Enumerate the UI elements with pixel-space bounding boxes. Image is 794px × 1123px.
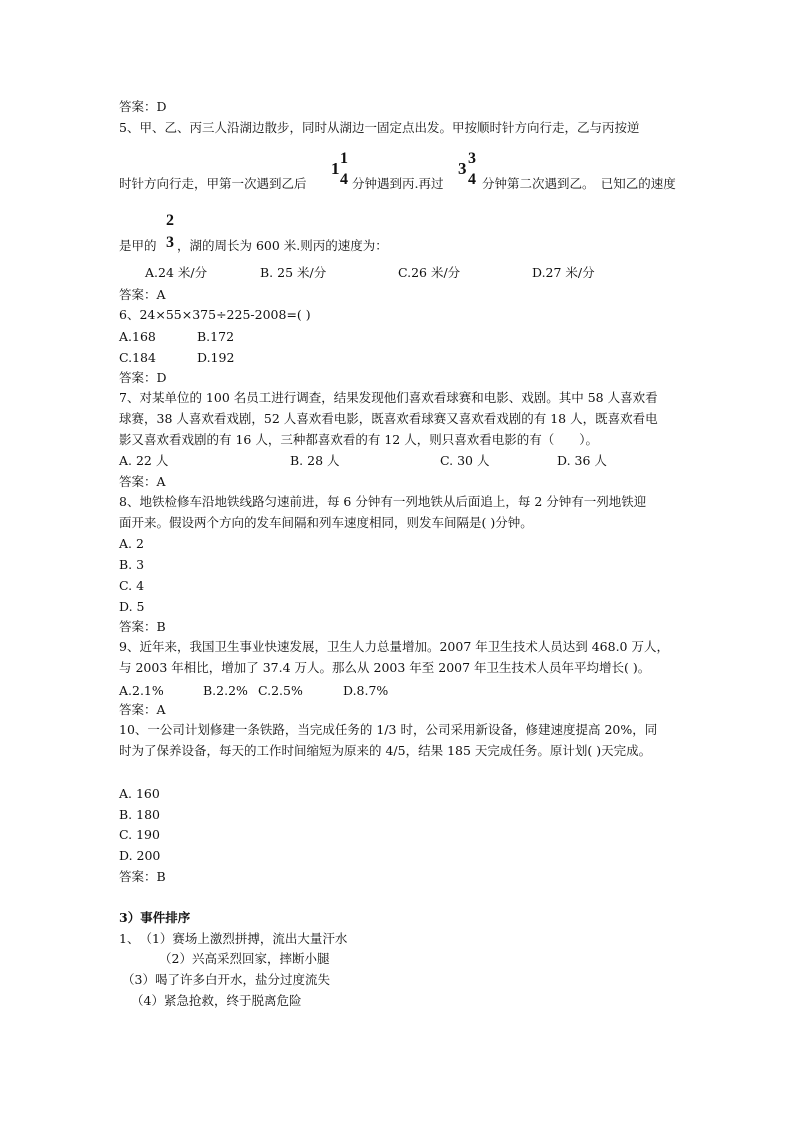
answer-q10: 答案：B: [119, 869, 166, 884]
option-d: D. 36 人: [557, 453, 607, 468]
option-c: C. 4: [119, 578, 145, 593]
mixed-number-2-whole: 3: [458, 159, 467, 178]
question-9-line-2: 与 2003 年相比，增加了 37.4 万人。那么从 2003 年至 2007 年卫生技术人员年平均增长( )。: [119, 660, 651, 675]
option-b: B. 3: [119, 557, 145, 572]
option-b: B. 25 米/分: [260, 265, 327, 280]
event-item-4: （4）紧急抢救，终于脱离危险: [131, 993, 302, 1008]
option-a: A.24 米/分: [145, 265, 208, 280]
question-6: 6、24×55×375÷225-2008=( ): [119, 307, 311, 322]
option-b: B. 28 人: [290, 453, 340, 468]
mixed-number-1-whole: 1: [331, 159, 340, 178]
fraction-denominator: 3: [166, 234, 174, 251]
option-a: A. 2: [119, 536, 144, 551]
question-10-line-2: 时为了保养设备，每天的工作时间缩短为原来的 4/5，结果 185 天完成任务。原计划( )天完成。: [119, 743, 652, 758]
option-a: A.168: [119, 329, 156, 344]
option-d: D.27 米/分: [532, 265, 595, 280]
option-b: B. 180: [119, 807, 160, 822]
event-item-1: 1、 （1）赛场上激烈拼搏，流出大量汗水: [119, 931, 348, 946]
option-c: C.2.5%: [258, 683, 303, 698]
event-item-2: （2）兴高采烈回家，摔断小腿: [159, 951, 330, 966]
question-5-line-3a: 是甲的: [119, 238, 157, 253]
answer-q7: 答案：A: [119, 474, 166, 489]
option-c: C.184: [119, 350, 156, 365]
option-d: D. 200: [119, 848, 161, 863]
option-a: A. 160: [119, 786, 160, 801]
question-9-line-1: 9、近年来，我国卫生事业快速发展，卫生人力总量增加。2007 年卫生技术人员达到 468.0 万人，: [119, 639, 669, 654]
answer-q9: 答案：A: [119, 702, 166, 717]
event-item-3: （3）喝了许多白开水，盐分过度流失: [122, 972, 330, 987]
answer-q6: 答案：D: [119, 370, 167, 385]
question-5-line-2c: 分钟第二次遇到乙。 已知乙的速度: [482, 176, 676, 191]
mixed-number-2-denominator: 4: [468, 171, 476, 188]
option-d: D.8.7%: [343, 683, 389, 698]
question-5-line-2b: 分钟遇到丙.再过: [352, 176, 444, 191]
option-c: C. 30 人: [440, 453, 490, 468]
mixed-number-2-numerator: 3: [468, 150, 476, 167]
question-7-line-1: 7、对某单位的 100 名员工进行调查，结果发现他们喜欢看球赛和电影、戏剧。其中 58 人喜欢看: [119, 390, 658, 405]
section-heading: 3）事件排序: [119, 910, 191, 925]
question-7-line-2: 球赛，38 人喜欢看戏剧，52 人喜欢看电影，既喜欢看球赛又喜欢看戏剧的有 18 人，既喜欢看电: [119, 411, 658, 426]
option-d: D.192: [197, 350, 235, 365]
mixed-number-1-denominator: 4: [340, 171, 348, 188]
question-5-line-1: 5、甲、乙、丙三人沿湖边散步，同时从湖边一固定点出发。甲按顺时针方向行走，乙与丙按逆: [119, 120, 640, 135]
option-b: B.172: [197, 329, 235, 344]
question-5-line-2a: 时针方向行走，甲第一次遇到乙后: [119, 176, 307, 191]
question-5-line-3b: ，湖的周长为 600 米.则丙的速度为：: [177, 238, 388, 253]
answer-q8: 答案：B: [119, 619, 166, 634]
option-c: C. 190: [119, 827, 160, 842]
option-a: A. 22 人: [119, 453, 169, 468]
question-10-line-1: 10、一公司计划修建一条铁路，当完成任务的 1/3 时，公司采用新设备，修建速度提高 20%，同: [119, 722, 658, 737]
question-8-line-1: 8、地铁检修车沿地铁线路匀速前进，每 6 分钟有一列地铁从后面追上，每 2 分钟有一列地铁迎: [119, 494, 647, 509]
option-d: D. 5: [119, 599, 145, 614]
fraction-numerator: 2: [166, 212, 174, 229]
question-7-line-3: 影又喜欢看戏剧的有 16 人，三种都喜欢看的有 12 人，则只喜欢看电影的有（ ）。: [119, 432, 598, 447]
option-c: C.26 米/分: [398, 265, 461, 280]
answer-q5: 答案：A: [119, 287, 166, 302]
option-a: A.2.1%: [119, 683, 164, 698]
option-b: B.2.2%: [203, 683, 248, 698]
mixed-number-1-numerator: 1: [340, 150, 348, 167]
question-8-line-2: 面开来。假设两个方向的发车间隔和列车速度相同，则发车间隔是( )分钟。: [119, 515, 533, 530]
answer-q4: 答案：D: [119, 99, 167, 114]
